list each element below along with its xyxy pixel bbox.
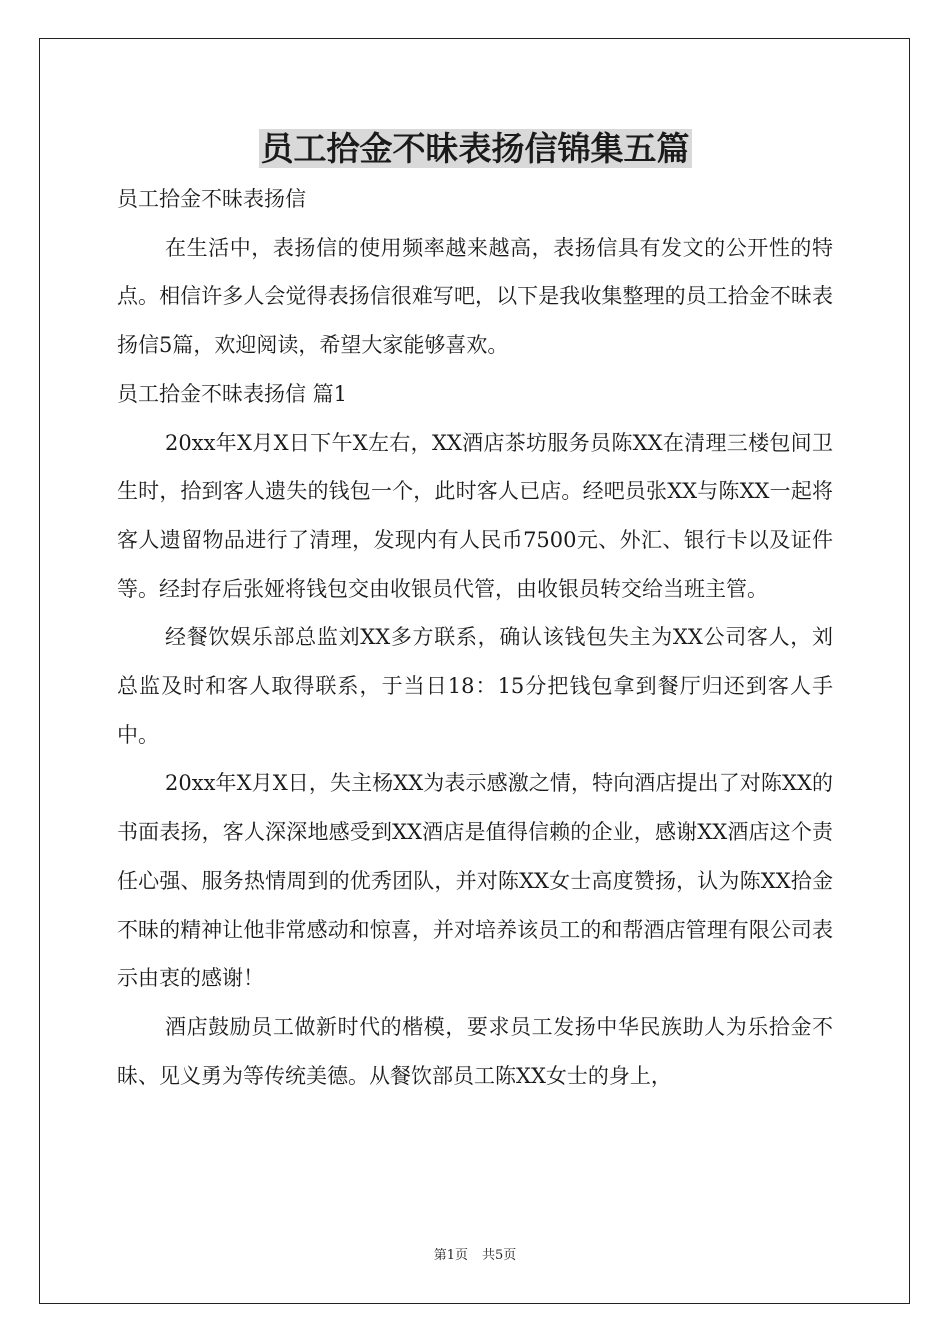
page-number-current: 第1页 xyxy=(433,1248,468,1263)
body-paragraph-4: 酒店鼓励员工做新时代的楷模，要求员工发扬中华民族助人为乐拾金不昧、见义勇为等传统美德。从餐饮部员工陈XX女士的身上， xyxy=(117,1014,833,1088)
intro-paragraph: 在生活中，表扬信的使用频率越来越高，表扬信具有发文的公开性的特点。相信许多人会觉得表扬信很难写吧，以下是我收集整理的员工拾金不昧表扬信5篇，欢迎阅读，希望大家能够喜欢。 xyxy=(117,235,833,358)
document-body xyxy=(117,175,833,1100)
body-paragraph-1: 20xx年X月X日下午X左右，XX酒店茶坊服务员陈XX在清理三楼包间卫生时，拾到客人遗失的钱包一个，此时客人已店。经吧员张XX与陈XX一起将客人遗留物品进行了清理，发现内有人民币7500元、外汇、银行卡以及证件等。经封存后张娅将钱包交由收银员代管，由收银员转交给当班主管。 xyxy=(117,430,833,601)
document-title xyxy=(0,126,950,172)
body-paragraph-3: 20xx年X月X日，失主杨XX为表示感激之情，特向酒店提出了对陈XX的书面表扬，客人深深地感受到XX酒店是值得信赖的企业，感谢XX酒店这个责任心强、服务热情周到的优秀团队，并对陈XX女士高度赞扬，认为陈XX拾金不昧的精神让他非常感动和惊喜，并对培养该员工的和帮酒店管理有限公司表示由衷的感谢！ xyxy=(117,771,833,991)
page-footer xyxy=(0,1248,950,1264)
document-title-text: 员工拾金不昧表扬信锦集五篇 xyxy=(260,129,690,168)
page-number-total: 共5页 xyxy=(482,1248,517,1263)
section-title: 员工拾金不昧表扬信 篇1 xyxy=(117,381,348,406)
document-heading: 员工拾金不昧表扬信 xyxy=(117,187,306,211)
body-paragraph-2: 经餐饮娱乐部总监刘XX多方联系，确认该钱包失主为XX公司客人，刘总监及时和客人取得联系，于当日18：15分把钱包拿到餐厅归还到客人手中。 xyxy=(117,625,833,747)
